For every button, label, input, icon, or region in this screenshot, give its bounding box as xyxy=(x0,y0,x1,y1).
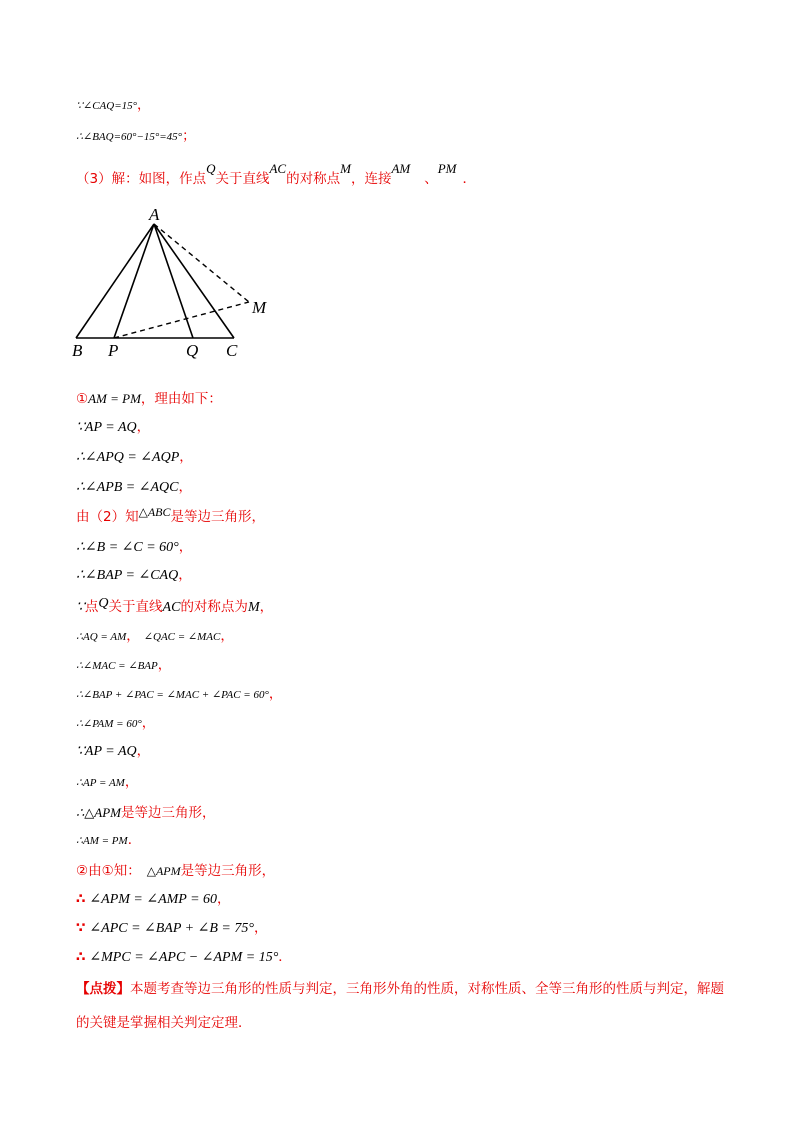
math-var: M xyxy=(340,161,351,176)
punctuation: ， xyxy=(136,743,151,759)
point-label-c: C xyxy=(226,341,238,360)
punctuation: ， xyxy=(178,567,192,583)
math-expression: ∴∠APB = ∠AQC xyxy=(76,480,179,495)
math-expression: ∴∠APQ = ∠AQP xyxy=(76,450,180,465)
point-label-m: M xyxy=(252,298,267,317)
step-line-22 xyxy=(76,919,267,936)
text: ． xyxy=(462,171,477,187)
math-expression: ∴∠BAQ=60°−15°=45° xyxy=(76,131,183,143)
math-expression: ∴∠BAP = ∠CAQ xyxy=(76,568,179,583)
step-line-14 xyxy=(76,685,282,702)
text: 是等边三角形， xyxy=(180,863,276,879)
punctuation: ． xyxy=(278,949,292,965)
step-line-18 xyxy=(76,804,215,821)
step-line-6 xyxy=(76,448,193,465)
math-expression: ∴AM = PM xyxy=(76,835,128,847)
math-var: AM xyxy=(391,161,411,176)
segment-ab xyxy=(76,224,154,338)
math-expression: ∴∠MAC = ∠BAP xyxy=(76,660,158,672)
text: 、 xyxy=(424,171,438,187)
step-line-2 xyxy=(76,127,196,144)
text: 关于直线 xyxy=(215,171,270,187)
punctuation: ， xyxy=(137,97,151,113)
punctuation: ， xyxy=(157,657,172,673)
step-line-13 xyxy=(76,656,171,673)
math-var: AC xyxy=(162,600,181,615)
step-line-10 xyxy=(76,566,192,583)
math-var: Q xyxy=(206,161,216,176)
tip-paragraph xyxy=(76,972,726,1040)
text: 的对称点 xyxy=(286,171,341,187)
punctuation: ， xyxy=(126,628,140,644)
step-line-9 xyxy=(76,538,192,555)
math-expression: ∴∠BAP + ∠PAC = ∠MAC + ∠PAC = 60° xyxy=(76,689,269,701)
step-line-19 xyxy=(76,831,141,848)
text: 是等边三角形， xyxy=(120,805,216,821)
math-expression: ∠QAC = ∠MAC xyxy=(143,631,221,643)
math-expression: ∵AP = AQ xyxy=(76,744,137,759)
math-expression: ∠APC = ∠BAP + ∠B = 75° xyxy=(89,921,254,936)
segment-ac xyxy=(154,224,234,338)
part-3-heading xyxy=(76,161,477,187)
punctuation: ， xyxy=(179,449,193,465)
circle-number: ① xyxy=(76,391,89,407)
tip-tag: 【点拨】 xyxy=(76,981,130,997)
segment-aq xyxy=(154,224,193,338)
math-expression: △ABC xyxy=(138,505,171,519)
math-var: Q xyxy=(98,596,109,611)
step-line-23 xyxy=(76,948,292,965)
math-expression: ∴AQ = AM xyxy=(76,631,127,643)
text: 关于直线 xyxy=(108,599,163,615)
text: 的对称点为 xyxy=(180,599,248,615)
point-label-p: P xyxy=(108,341,119,360)
therefore-symbol: ∴ xyxy=(76,891,86,907)
text: 是等边三角形， xyxy=(170,509,265,525)
math-var: PM xyxy=(437,161,457,176)
step-line-21 xyxy=(76,890,231,907)
step-line-1 xyxy=(76,96,151,113)
punctuation: ， xyxy=(178,539,193,555)
point-label-a: A xyxy=(149,205,160,224)
text: ②由①知： xyxy=(76,863,141,879)
text: ，连接 xyxy=(350,171,392,187)
triangle-figure xyxy=(66,204,286,364)
point-label-b: B xyxy=(72,341,83,360)
punctuation: ， xyxy=(217,891,231,907)
text: 由（2）知 xyxy=(76,509,139,525)
therefore-symbol: ∴ xyxy=(76,949,86,965)
text: 点 xyxy=(84,599,99,615)
math-expression: ∴△APM xyxy=(76,805,121,820)
step-line-16 xyxy=(76,742,150,759)
math-expression: ∠MPC = ∠APC − ∠APM = 15° xyxy=(89,950,279,965)
step-line-20 xyxy=(76,862,275,879)
tip-text: 本题考查等边三角形的性质与判定，三角形外角的性质，对称性质、全等三角形的性质与判定，解题的关键是掌握相关判定定理． xyxy=(76,981,724,1031)
punctuation: ， xyxy=(178,479,192,495)
step-line-8 xyxy=(76,505,265,525)
math-expression: AM = PM xyxy=(88,391,141,406)
punctuation: ． xyxy=(127,832,142,848)
punctuation: ， xyxy=(268,686,283,702)
punctuation: ， xyxy=(136,419,151,435)
segment-ap xyxy=(114,224,154,338)
math-expression: △APM xyxy=(146,864,181,878)
step-line-17 xyxy=(76,773,138,790)
step-line-11 xyxy=(76,598,273,615)
math-var: AC xyxy=(269,161,287,176)
step-line-4 xyxy=(76,390,222,407)
math-var: M xyxy=(247,600,260,615)
math-expression: ∵∠CAQ=15° xyxy=(76,100,138,112)
step-line-12 xyxy=(76,627,234,644)
math-expression: ∴∠B = ∠C = 60° xyxy=(76,540,179,555)
punctuation: ； xyxy=(182,128,196,144)
math-expression: ∴AP = AM xyxy=(76,777,125,789)
point-label-q: Q xyxy=(186,341,199,360)
text: （3）解：如图，作点 xyxy=(76,171,207,187)
math-expression: ∠APM = ∠AMP = 60 xyxy=(89,892,218,907)
math-expression: ∵AP = AQ xyxy=(76,420,137,435)
punctuation: ， xyxy=(141,715,156,731)
because-symbol: ∵ xyxy=(76,920,86,936)
punctuation: ， xyxy=(124,774,139,790)
step-line-5 xyxy=(76,418,150,435)
step-line-7 xyxy=(76,478,192,495)
text: ， xyxy=(259,599,274,615)
text: ，理由如下： xyxy=(140,391,222,407)
math-expression: ∴∠PAM = 60° xyxy=(76,718,142,730)
step-line-15 xyxy=(76,714,155,731)
punctuation: ， xyxy=(220,628,234,644)
punctuation: ， xyxy=(253,920,268,936)
segment-pm-dashed xyxy=(114,302,249,338)
because-symbol: ∵ xyxy=(76,600,85,615)
